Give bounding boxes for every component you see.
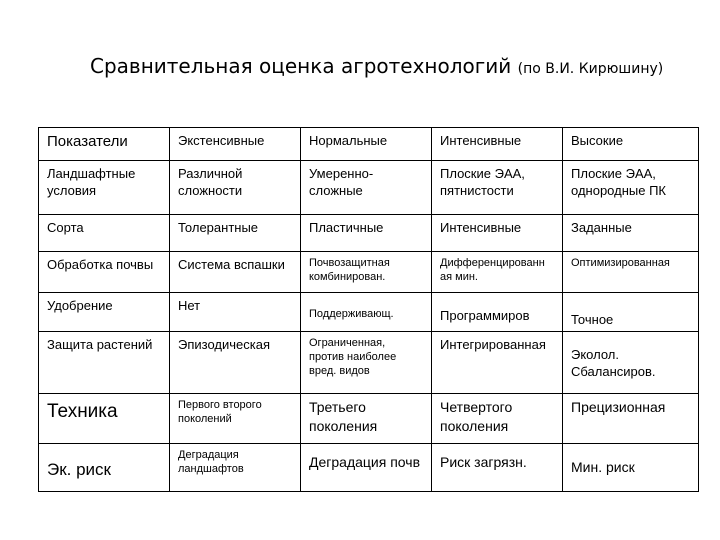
table-cell: Заданные xyxy=(563,215,699,252)
table-row xyxy=(39,394,699,444)
table-cell: Нет xyxy=(170,293,301,332)
table-row xyxy=(39,293,699,332)
table-row xyxy=(39,444,699,492)
title-main: Сравнительная оценка агротехнологий xyxy=(90,54,512,78)
header-cell-extensive: Экстенсивные xyxy=(170,128,301,161)
table-cell: Деградация почв xyxy=(301,444,432,492)
table-row xyxy=(39,161,699,215)
table-cell: Ландшафтные условия xyxy=(39,161,170,215)
table-cell: Обработка почвы xyxy=(39,252,170,293)
comparison-table xyxy=(38,127,699,492)
header-cell-high: Высокие xyxy=(563,128,699,161)
table-cell: Риск загрязн. xyxy=(432,444,563,492)
slide-title xyxy=(90,54,663,78)
table-cell: Эпизодическая xyxy=(170,332,301,394)
table-cell: Прецизионная xyxy=(563,394,699,444)
table-cell: Техника xyxy=(39,394,170,444)
table-cell: Дифференцированн ая мин. xyxy=(432,252,563,293)
table-cell: Почвозащитная комбинирован. xyxy=(301,252,432,293)
table-cell: Четвертого поколения xyxy=(432,394,563,444)
title-source: (по В.И. Кирюшину) xyxy=(517,61,664,77)
table-cell: Эколол. Сбалансиров. xyxy=(563,332,699,394)
table-cell: Толерантные xyxy=(170,215,301,252)
table-cell: Мин. риск xyxy=(563,444,699,492)
table-cell: Плоские ЭАА, пятнистости xyxy=(432,161,563,215)
table-cell: Система вспашки xyxy=(170,252,301,293)
header-cell-intensive: Интенсивные xyxy=(432,128,563,161)
table-cell: Интегрированная xyxy=(432,332,563,394)
table-cell: Третьего поколения xyxy=(301,394,432,444)
table-cell: Удобрение xyxy=(39,293,170,332)
table-row xyxy=(39,332,699,394)
table-cell: Поддерживающ. xyxy=(301,293,432,332)
table-cell: Плоские ЭАА, однородные ПК xyxy=(563,161,699,215)
table-cell: Эк. риск xyxy=(39,444,170,492)
table-cell: Сорта xyxy=(39,215,170,252)
table-cell: Точное xyxy=(563,293,699,332)
table-cell: Ограниченная, против наиболее вред. видов xyxy=(301,332,432,394)
table-cell: Умеренно- сложные xyxy=(301,161,432,215)
table-cell: Деградация ландшафтов xyxy=(170,444,301,492)
table-cell: Пластичные xyxy=(301,215,432,252)
header-cell-indicators: Показатели xyxy=(39,128,170,161)
table-cell: Программиров xyxy=(432,293,563,332)
header-cell-normal: Нормальные xyxy=(301,128,432,161)
table-cell: Первого второго поколений xyxy=(170,394,301,444)
table-header-row xyxy=(39,128,699,161)
table-cell: Различной сложности xyxy=(170,161,301,215)
table-row xyxy=(39,252,699,293)
table-cell: Интенсивные xyxy=(432,215,563,252)
table-cell: Защита растений xyxy=(39,332,170,394)
table-cell: Оптимизированная xyxy=(563,252,699,293)
table-row xyxy=(39,215,699,252)
